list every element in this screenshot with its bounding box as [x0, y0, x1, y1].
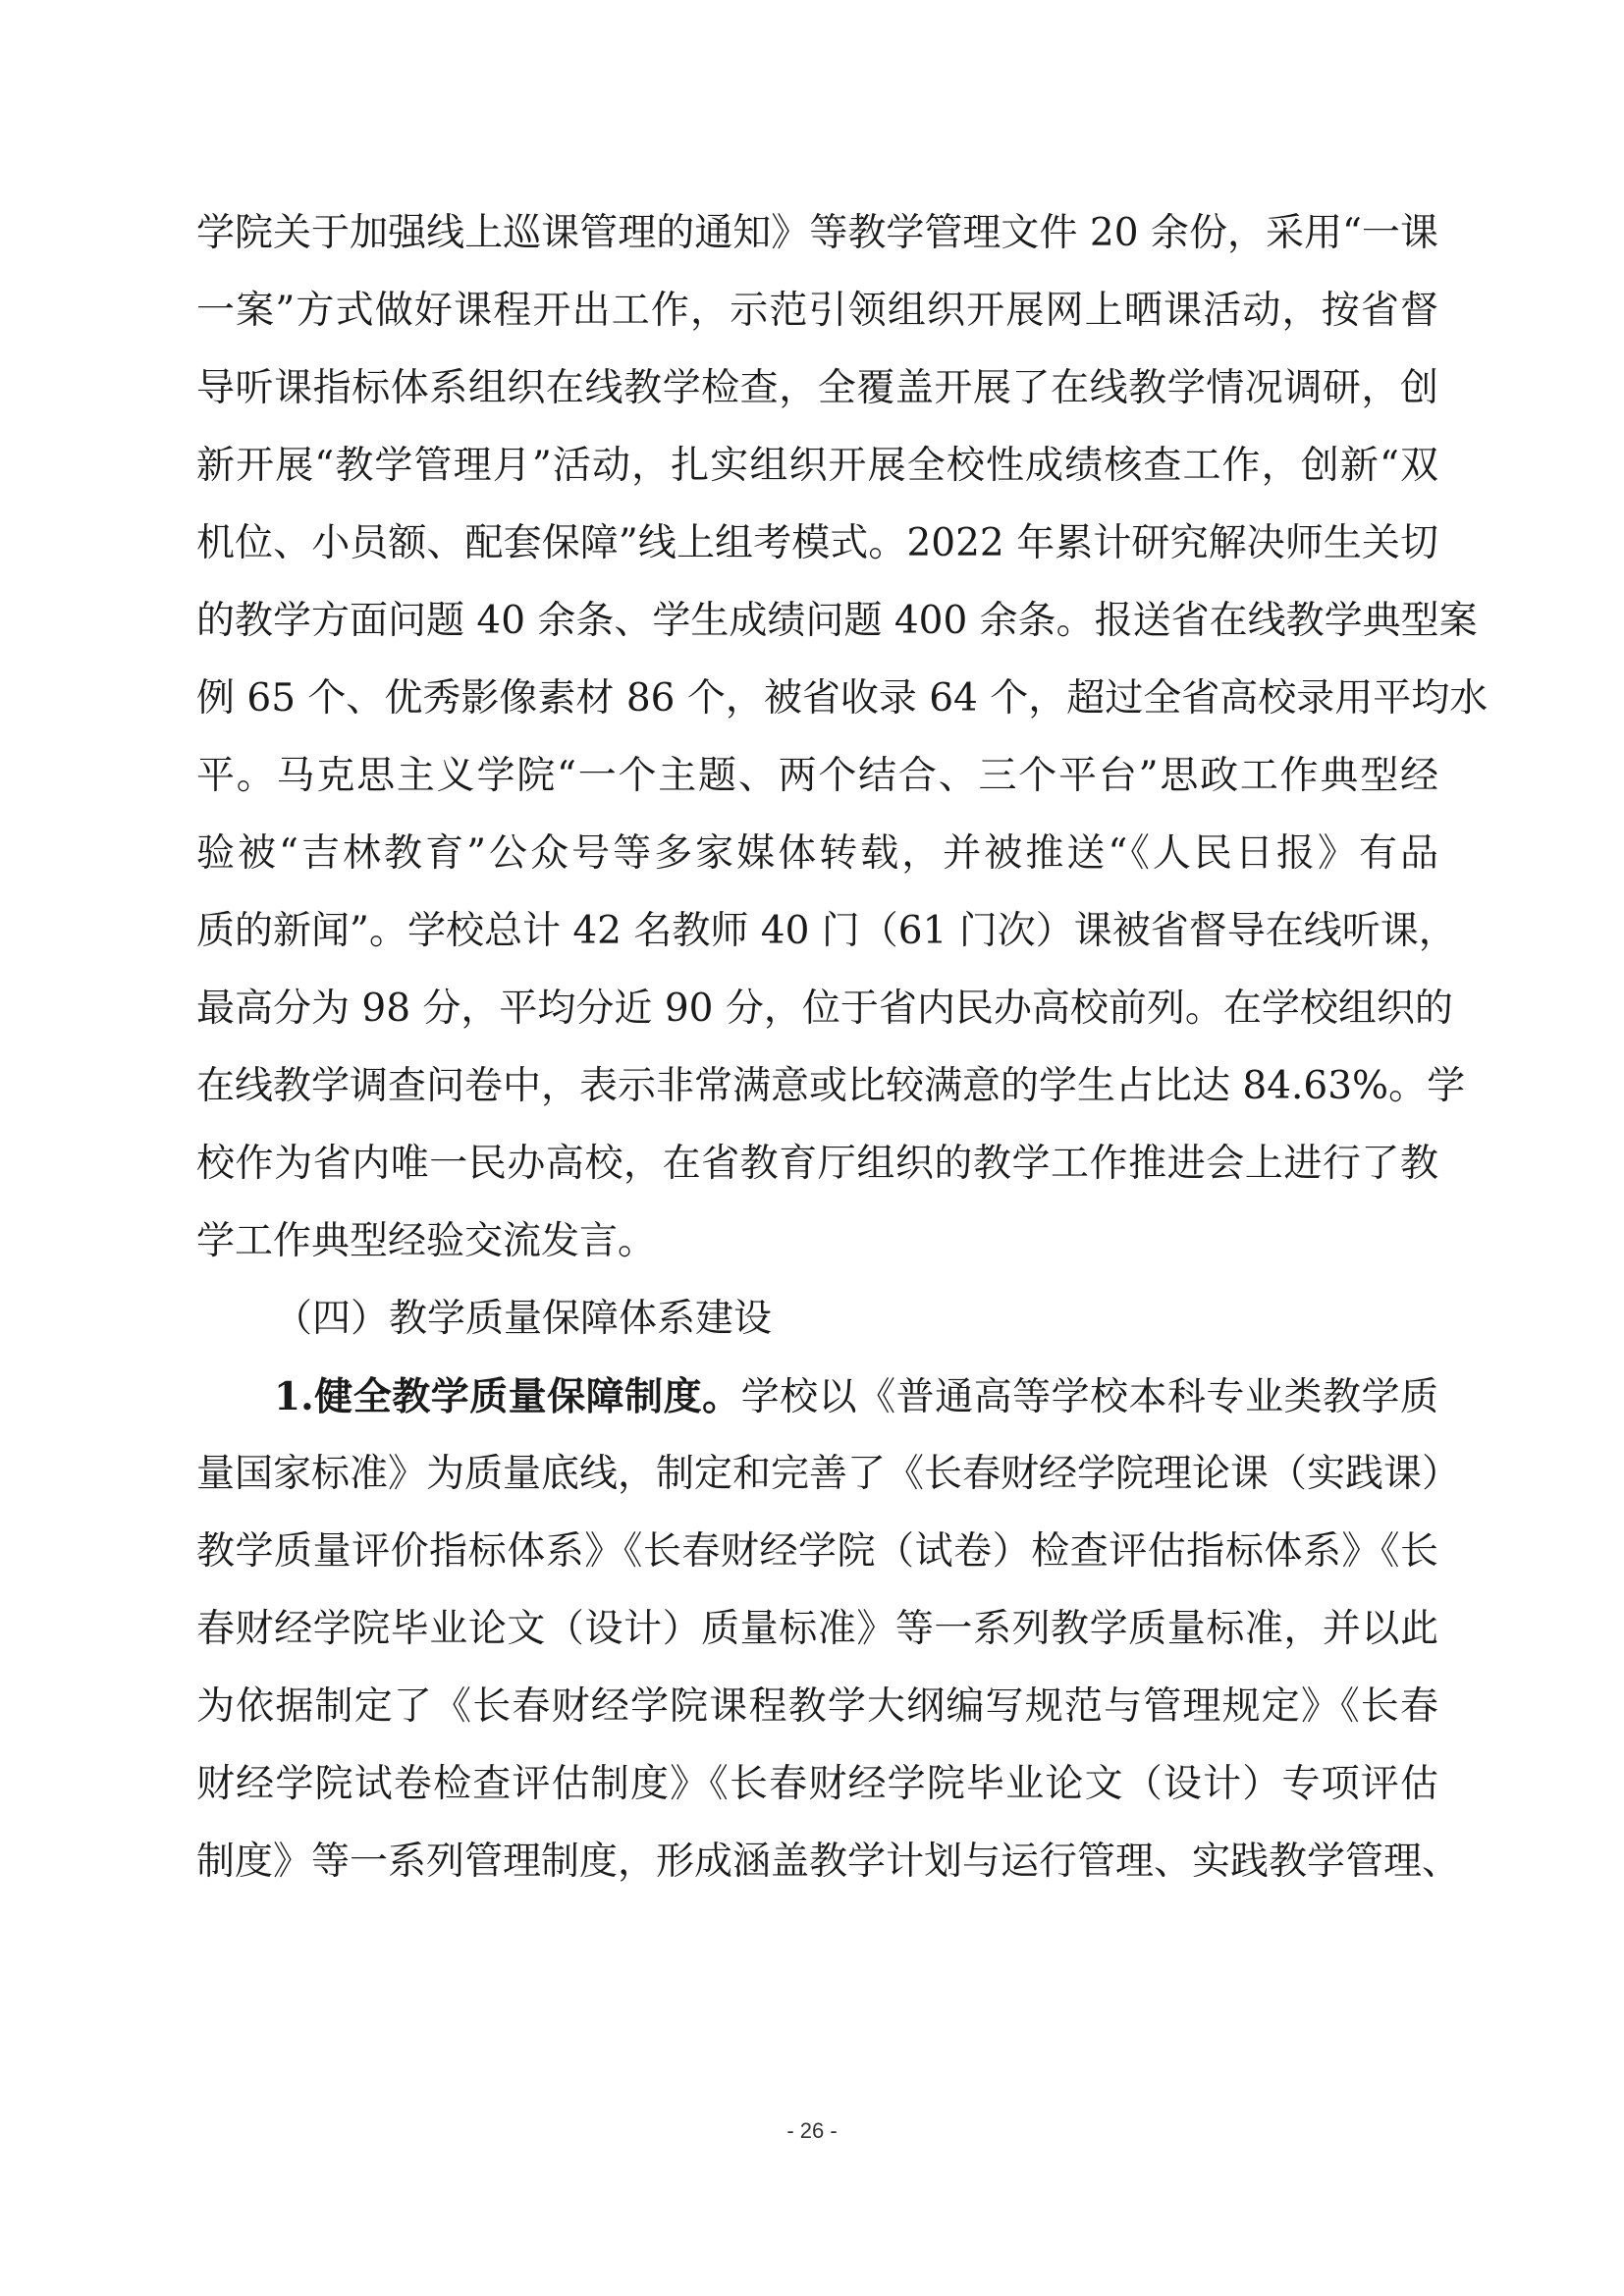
paragraph-line: 的教学方面问题 40 余条、学生成绩问题 400 余条。报送省在线教学典型案 [196, 599, 1478, 643]
paragraph-line: 学工作典型经验交流发言。 [196, 1219, 657, 1263]
paragraph-line: 在线教学调查问卷中，表示非常满意或比较满意的学生占比达 84.63%。学 [196, 1064, 1466, 1108]
page-number: - 26 - [786, 2118, 838, 2143]
paragraph-lead: 1.健全教学质量保障制度。 [274, 1374, 741, 1419]
paragraph-line: 验被“吉林教育”公众号等多家媒体转载，并被推送“《人民日报》有品 [196, 831, 1438, 876]
paragraph-line: 新开展“教学管理月”活动，扎实组织开展全校性成绩核查工作，创新“双 [196, 444, 1438, 488]
section-heading: （四）教学质量保障体系建设 [274, 1297, 773, 1341]
paragraph-line: 最高分为 98 分，平均分近 90 分，位于省内民办高校前列。在学校组织的 [196, 987, 1453, 1031]
paragraph-line: 教学质量评价指标体系》《长春财经学院（试卷）检查评估指标体系》《长 [196, 1529, 1438, 1574]
paragraph-line: 导听课指标体系组织在线教学检查，全覆盖开展了在线教学情况调研，创 [196, 366, 1438, 410]
paragraph-first-line [274, 1369, 1438, 1424]
paragraph-line: 为依据制定了《长春财经学院课程教学大纲编写规范与管理规定》《长春 [196, 1684, 1438, 1729]
paragraph-line: 制度》等一系列管理制度，形成涵盖教学计划与运行管理、实践教学管理、 [196, 1840, 1461, 1884]
paragraph-line: 量国家标准》为质量底线，制定和完善了《长春财经学院理论课（实践课） [196, 1452, 1461, 1496]
paragraph-line: 例 65 个、优秀影像素材 86 个，被省收录 64 个，超过全省高校录用平均水 [196, 676, 1489, 721]
paragraph-line: 财经学院试卷检查评估制度》《长春财经学院毕业论文（设计）专项评估 [196, 1762, 1438, 1806]
paragraph-line: 质的新闻”。学校总计 42 名教师 40 门（61 门次）课被省督导在线听课， [196, 909, 1457, 953]
paragraph-line: 一案”方式做好课程开出工作，示范引领组织开展网上晒课活动，按省督 [196, 289, 1438, 333]
paragraph-line: 春财经学院毕业论文（设计）质量标准》等一系列教学质量标准，并以此 [196, 1607, 1438, 1651]
paragraph-line: 学院关于加强线上巡课管理的通知》等教学管理文件 20 余份，采用“一课 [196, 211, 1438, 255]
paragraph-line: 平。马克思主义学院“一个主题、两个结合、三个平台”思政工作典型经 [196, 754, 1438, 798]
paragraph-line: 校作为省内唯一民办高校，在省教育厅组织的教学工作推进会上进行了教 [196, 1142, 1438, 1186]
paragraph-first-line-text: 学校以《普通高等学校本科专业类教学质 [740, 1375, 1438, 1419]
paragraph-line: 机位、小员额、配套保障”线上组考模式。2022 年累计研究解决师生关切 [196, 521, 1438, 565]
